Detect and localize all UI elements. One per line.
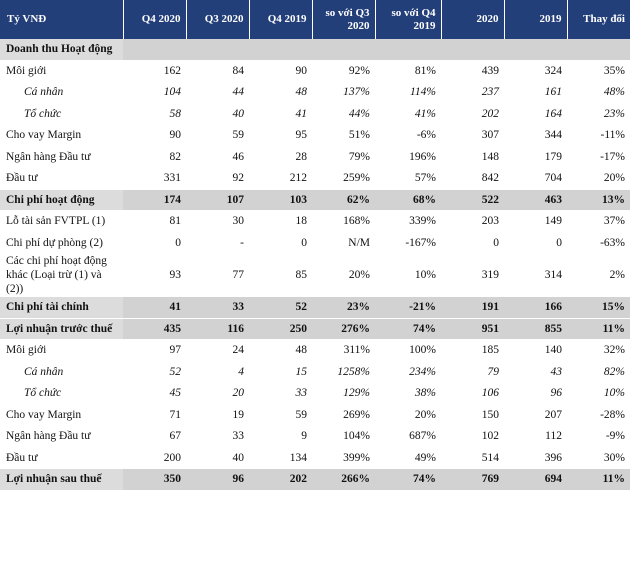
table-row <box>0 340 630 362</box>
row-value: 51% <box>312 125 375 147</box>
row-label: Môi giới <box>0 340 123 362</box>
row-label: Cá nhân <box>0 82 123 104</box>
table-row <box>0 297 630 319</box>
row-value: 41 <box>249 103 312 125</box>
row-label: Chi phí hoạt động <box>0 189 123 211</box>
row-label: Lợi nhuận trước thuế <box>0 318 123 340</box>
row-value: 694 <box>504 469 567 491</box>
table-row <box>0 469 630 491</box>
table-row <box>0 404 630 426</box>
row-value: 134 <box>249 447 312 469</box>
table-row <box>0 318 630 340</box>
row-value: 185 <box>441 340 504 362</box>
row-value: 9 <box>249 426 312 448</box>
header-q4-2019: Q4 2019 <box>249 0 312 39</box>
row-value: 161 <box>504 82 567 104</box>
row-value: 162 <box>123 60 186 82</box>
table-row <box>0 39 630 60</box>
row-value: 23% <box>567 103 630 125</box>
row-value: 28 <box>249 146 312 168</box>
row-value: 514 <box>441 447 504 469</box>
row-value: 82% <box>567 361 630 383</box>
row-value: 67 <box>123 426 186 448</box>
row-value: 37% <box>567 211 630 233</box>
row-value: 81% <box>375 60 441 82</box>
row-value: 179 <box>504 146 567 168</box>
row-value: 58 <box>123 103 186 125</box>
row-value: - <box>186 232 249 254</box>
header-2019: 2019 <box>504 0 567 39</box>
row-value: 114% <box>375 82 441 104</box>
row-value: -11% <box>567 125 630 147</box>
row-value: 20% <box>567 168 630 190</box>
row-value: 33 <box>186 297 249 319</box>
table-row <box>0 60 630 82</box>
row-value: 30 <box>186 211 249 233</box>
row-value: 77 <box>186 254 249 297</box>
row-value: 196% <box>375 146 441 168</box>
row-value: 52 <box>249 297 312 319</box>
row-value: 19 <box>186 404 249 426</box>
row-value: 203 <box>441 211 504 233</box>
row-value: 102 <box>441 426 504 448</box>
row-value: 103 <box>249 189 312 211</box>
row-value: 33 <box>249 383 312 405</box>
row-label: Đầu tư <box>0 168 123 190</box>
row-value: 57% <box>375 168 441 190</box>
row-value: 687% <box>375 426 441 448</box>
row-value <box>441 39 504 60</box>
row-value: 71 <box>123 404 186 426</box>
row-value: 106 <box>441 383 504 405</box>
row-value: -167% <box>375 232 441 254</box>
table-row <box>0 146 630 168</box>
row-value: 0 <box>504 232 567 254</box>
row-label: Tổ chức <box>0 103 123 125</box>
row-value: 49% <box>375 447 441 469</box>
row-label: Ngân hàng Đầu tư <box>0 146 123 168</box>
row-value: 769 <box>441 469 504 491</box>
row-value: 13% <box>567 189 630 211</box>
row-value: 319 <box>441 254 504 297</box>
row-label: Các chi phí hoạt động khác (Loại trừ (1) và (2)) <box>0 254 123 297</box>
header-unit: Tỷ VNĐ <box>0 0 123 39</box>
row-label: Cá nhân <box>0 361 123 383</box>
row-value: 522 <box>441 189 504 211</box>
row-value: 250 <box>249 318 312 340</box>
row-label: Cho vay Margin <box>0 125 123 147</box>
row-value: 18 <box>249 211 312 233</box>
table-row <box>0 189 630 211</box>
table-row <box>0 211 630 233</box>
row-value: 40 <box>186 103 249 125</box>
row-value: 10% <box>375 254 441 297</box>
row-value: 140 <box>504 340 567 362</box>
row-value <box>123 39 186 60</box>
row-value: 0 <box>249 232 312 254</box>
table-row <box>0 254 630 297</box>
row-value: N/M <box>312 232 375 254</box>
row-value: 107 <box>186 189 249 211</box>
row-value: 59 <box>186 125 249 147</box>
row-value: 137% <box>312 82 375 104</box>
row-value: 82 <box>123 146 186 168</box>
row-value: 324 <box>504 60 567 82</box>
row-value: 150 <box>441 404 504 426</box>
row-value: 463 <box>504 189 567 211</box>
table-row <box>0 103 630 125</box>
row-value <box>312 39 375 60</box>
row-label: Lợi nhuận sau thuế <box>0 469 123 491</box>
row-value: 704 <box>504 168 567 190</box>
row-value: 62% <box>312 189 375 211</box>
row-value: 855 <box>504 318 567 340</box>
row-value: 100% <box>375 340 441 362</box>
row-value: 234% <box>375 361 441 383</box>
row-value: 41% <box>375 103 441 125</box>
row-value: 68% <box>375 189 441 211</box>
row-value: 202 <box>249 469 312 491</box>
table-row <box>0 168 630 190</box>
row-value: 259% <box>312 168 375 190</box>
row-value: 20% <box>375 404 441 426</box>
row-value: 104% <box>312 426 375 448</box>
row-value: 212 <box>249 168 312 190</box>
row-value: 331 <box>123 168 186 190</box>
row-value: 951 <box>441 318 504 340</box>
row-value: 104 <box>123 82 186 104</box>
table-body <box>0 39 630 490</box>
row-value: 20% <box>312 254 375 297</box>
row-value: 92% <box>312 60 375 82</box>
row-value: 168% <box>312 211 375 233</box>
row-value: 44% <box>312 103 375 125</box>
row-value: 0 <box>441 232 504 254</box>
row-value: -6% <box>375 125 441 147</box>
row-value: 311% <box>312 340 375 362</box>
row-value <box>375 39 441 60</box>
row-value: 48% <box>567 82 630 104</box>
table-row <box>0 361 630 383</box>
table-row <box>0 82 630 104</box>
row-value: 90 <box>123 125 186 147</box>
row-value: 2% <box>567 254 630 297</box>
row-label: Chi phí tài chính <box>0 297 123 319</box>
header-vs-q4-2019: so với Q4 2019 <box>375 0 441 39</box>
row-value <box>504 39 567 60</box>
row-value: 95 <box>249 125 312 147</box>
row-value: 435 <box>123 318 186 340</box>
row-value: 191 <box>441 297 504 319</box>
row-value: 45 <box>123 383 186 405</box>
row-value: 10% <box>567 383 630 405</box>
row-value: 11% <box>567 469 630 491</box>
row-value: 207 <box>504 404 567 426</box>
row-label: Doanh thu Hoạt động <box>0 39 123 60</box>
row-value: 148 <box>441 146 504 168</box>
row-value: 79 <box>441 361 504 383</box>
row-value: 96 <box>186 469 249 491</box>
header-vs-q3-2020: so với Q3 2020 <box>312 0 375 39</box>
header-q4-2020: Q4 2020 <box>123 0 186 39</box>
row-value: 350 <box>123 469 186 491</box>
row-value: 266% <box>312 469 375 491</box>
table-row <box>0 232 630 254</box>
row-value: 74% <box>375 469 441 491</box>
row-value: 96 <box>504 383 567 405</box>
row-label: Chi phí dự phòng (2) <box>0 232 123 254</box>
row-value: 15 <box>249 361 312 383</box>
row-value: 237 <box>441 82 504 104</box>
row-value: 38% <box>375 383 441 405</box>
row-value: 48 <box>249 82 312 104</box>
row-value: 149 <box>504 211 567 233</box>
row-value: 40 <box>186 447 249 469</box>
row-value: 92 <box>186 168 249 190</box>
row-value: 202 <box>441 103 504 125</box>
row-value: 396 <box>504 447 567 469</box>
row-value: 48 <box>249 340 312 362</box>
row-value <box>249 39 312 60</box>
row-label: Lỗ tài sản FVTPL (1) <box>0 211 123 233</box>
row-value: 33 <box>186 426 249 448</box>
row-label: Đầu tư <box>0 447 123 469</box>
table-row <box>0 125 630 147</box>
row-value: 307 <box>441 125 504 147</box>
row-value: -9% <box>567 426 630 448</box>
row-value: 1258% <box>312 361 375 383</box>
row-value: 41 <box>123 297 186 319</box>
row-value: -28% <box>567 404 630 426</box>
header-q3-2020: Q3 2020 <box>186 0 249 39</box>
row-value <box>567 39 630 60</box>
row-value: 97 <box>123 340 186 362</box>
table-row <box>0 426 630 448</box>
row-value: 200 <box>123 447 186 469</box>
row-value: 439 <box>441 60 504 82</box>
row-value: 174 <box>123 189 186 211</box>
row-value: -21% <box>375 297 441 319</box>
row-value: 90 <box>249 60 312 82</box>
table-row <box>0 447 630 469</box>
row-value: 43 <box>504 361 567 383</box>
row-value: 339% <box>375 211 441 233</box>
row-value: 85 <box>249 254 312 297</box>
row-value: 112 <box>504 426 567 448</box>
row-value: 164 <box>504 103 567 125</box>
row-value: 20 <box>186 383 249 405</box>
row-label: Ngân hàng Đầu tư <box>0 426 123 448</box>
row-value: 44 <box>186 82 249 104</box>
row-value: 0 <box>123 232 186 254</box>
row-label: Môi giới <box>0 60 123 82</box>
row-value: 23% <box>312 297 375 319</box>
row-label: Cho vay Margin <box>0 404 123 426</box>
row-value <box>186 39 249 60</box>
table-row <box>0 383 630 405</box>
row-value: 24 <box>186 340 249 362</box>
header-change: Thay đổi <box>567 0 630 39</box>
row-value: -17% <box>567 146 630 168</box>
row-value: 314 <box>504 254 567 297</box>
row-value: 4 <box>186 361 249 383</box>
row-value: -63% <box>567 232 630 254</box>
row-value: 166 <box>504 297 567 319</box>
row-value: 276% <box>312 318 375 340</box>
row-value: 84 <box>186 60 249 82</box>
row-value: 52 <box>123 361 186 383</box>
row-value: 59 <box>249 404 312 426</box>
row-value: 399% <box>312 447 375 469</box>
row-value: 11% <box>567 318 630 340</box>
row-value: 344 <box>504 125 567 147</box>
row-label: Tổ chức <box>0 383 123 405</box>
row-value: 116 <box>186 318 249 340</box>
row-value: 129% <box>312 383 375 405</box>
row-value: 842 <box>441 168 504 190</box>
row-value: 32% <box>567 340 630 362</box>
row-value: 74% <box>375 318 441 340</box>
row-value: 15% <box>567 297 630 319</box>
row-value: 35% <box>567 60 630 82</box>
row-value: 93 <box>123 254 186 297</box>
row-value: 269% <box>312 404 375 426</box>
row-value: 81 <box>123 211 186 233</box>
row-value: 30% <box>567 447 630 469</box>
header-2020: 2020 <box>441 0 504 39</box>
header-row <box>0 0 630 39</box>
row-value: 79% <box>312 146 375 168</box>
row-value: 46 <box>186 146 249 168</box>
